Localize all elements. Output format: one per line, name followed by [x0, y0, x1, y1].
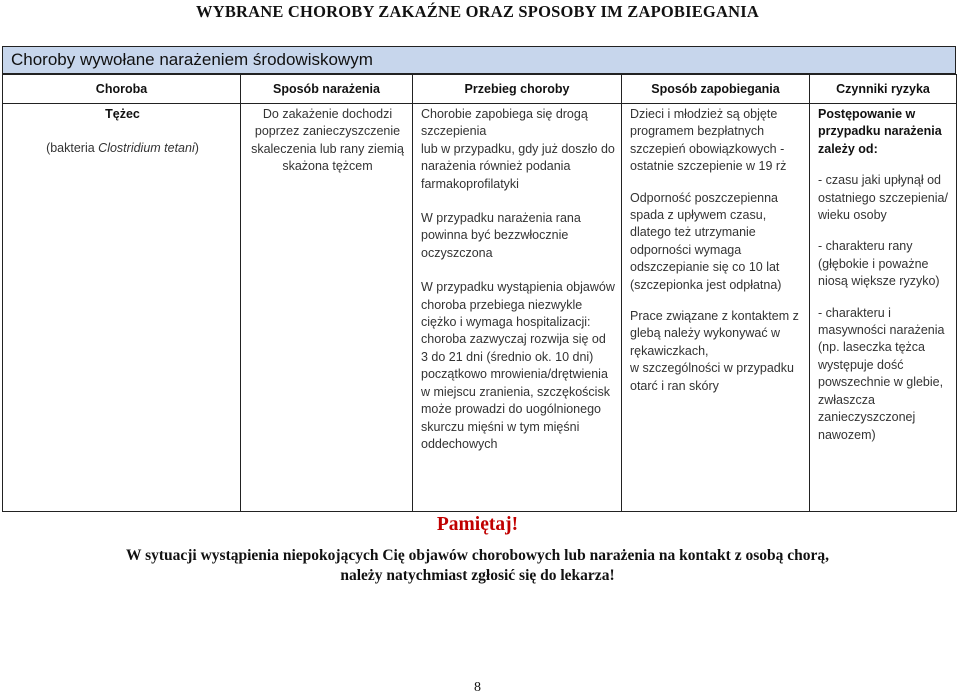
disease-name: Tężec: [105, 107, 140, 121]
cell-disease: [3, 104, 241, 512]
risk-item-2: - charakteru rany (głębokie i poważne niosą większe ryzyko): [818, 239, 940, 289]
cell-risk-factors: [810, 104, 957, 512]
header-risk-factors: Czynniki ryzyka: [810, 75, 957, 104]
table-header-row: [3, 75, 957, 104]
prevention-paragraph-3a: Prace związane z kontaktem z glebą należy wykonywać w rękawiczkach,: [630, 309, 799, 358]
course-paragraph-2: W przypadku narażenia rana powinna być bezzwłocznie oczyszczona: [421, 211, 581, 260]
risk-item-1: - czasu jaki upłynął od ostatniego szczepienia/ wieku osoby: [818, 173, 948, 223]
header-prevention: Sposób zapobiegania: [622, 75, 810, 104]
bacteria-species: Clostridium tetani: [98, 141, 195, 156]
header-disease: Choroba: [3, 75, 241, 104]
section-title: Choroby wywołane narażeniem środowiskowym: [2, 46, 956, 74]
table-row: [3, 104, 957, 512]
notice-line-2: należy natychmiast zgłosić się do lekarza!: [340, 567, 615, 584]
course-paragraph-1b: lub w przypadku, gdy już doszło do narażenia również podania farmakoprofilatyki: [421, 141, 615, 191]
diseases-table: [2, 74, 957, 512]
notice-headline: Pamiętaj!: [436, 514, 519, 535]
header-course: Przebieg choroby: [413, 75, 622, 104]
risk-heading: Postępowanie w przypadku narażenia zależy od:: [818, 107, 942, 156]
cell-exposure: [241, 104, 413, 512]
notice-text: [0, 546, 955, 586]
course-paragraph-1: Chorobie zapobiega się drogą szczepienia: [421, 107, 588, 139]
risk-item-3: - charakteru i masywności narażenia (np. laseczka tężca występuje dość powszechnie w glebie, zwłaszcza zanieczyszczonej nawozem): [818, 305, 945, 442]
cell-course: [413, 104, 622, 512]
disease-detail: (bakteria Clostridium tetani): [46, 141, 199, 156]
prevention-paragraph-1: Dzieci i młodzież są objęte programem bezpłatnych szczepień obowiązkowych - ostatnie szczepienie w 19 rż: [630, 107, 787, 174]
page-number: 8: [474, 680, 481, 695]
prevention-paragraph-2: Odporność poszczepienna spada z upływem czasu, dlatego też utrzymanie odporności wymaga odszczepianie się co 10 lat (szczepionka jest odpłatna): [630, 190, 782, 292]
notice-line-1: W sytuacji wystąpienia niepokojących Cię objawów chorobowych lub narażenia na kontakt z osobą chorą,: [125, 547, 829, 564]
course-paragraph-3: W przypadku wystąpienia objawów choroba przebiega niezwykle ciężko i wymaga hospitalizacji: choroba zazwyczaj rozwija się od 3 do 21 dni (średnio ok. 10 dni) początkowo mrowienia/drętwienia w miejscu zranienia, szczękościsk może prowadzi do uogólnionego skurczu mięśni w tym mięśni oddechowych: [421, 280, 615, 451]
prevention-paragraph-3b: w szczególności w przypadku otarć i ran skóry: [630, 361, 794, 393]
header-exposure: Sposób narażenia: [241, 75, 413, 104]
cell-prevention: [622, 104, 810, 512]
exposure-text: Do zakażenie dochodzi poprzez zanieczyszczenie skaleczenia lub rany ziemią skażona tężcem: [251, 107, 404, 174]
document-title: WYBRANE CHOROBY ZAKAŹNE ORAZ SPOSOBY IM ZAPOBIEGANIA: [196, 2, 759, 21]
